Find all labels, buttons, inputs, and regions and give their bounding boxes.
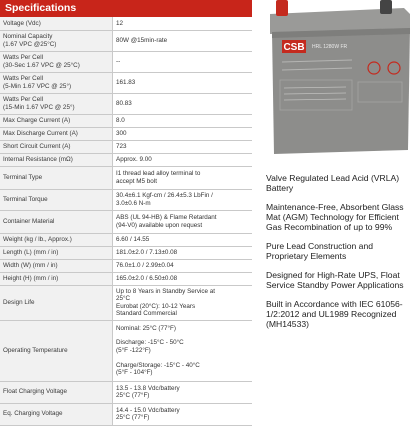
svg-text:CSB: CSB (283, 42, 305, 53)
spec-label-line: Short Circuit Current (A) (3, 142, 71, 150)
spec-value-line: 723 (116, 142, 127, 150)
spec-row (0, 72, 252, 93)
spec-value-line: 6.60 / 14.55 (116, 235, 150, 243)
svg-text:HRL 1280W FR: HRL 1280W FR (312, 44, 348, 50)
spec-label (0, 272, 113, 285)
spec-label-line: Container Material (3, 217, 55, 225)
spec-value-line: 181.0±2.0 / 7.13±0.08 (116, 248, 178, 256)
spec-row (0, 166, 252, 189)
spec-label-line: Terminal Type (3, 173, 43, 181)
spec-label-line: Nominal Capacity (3, 33, 53, 41)
battery-image (262, 0, 412, 160)
spec-label (0, 403, 113, 425)
spec-label (0, 17, 113, 30)
spec-value-line: 12 (116, 19, 124, 27)
positive-terminal (276, 0, 288, 16)
spec-label-line: Voltage (Vdc) (3, 19, 41, 27)
spec-label (0, 153, 113, 166)
spec-label-line: Max Discharge Current (A) (3, 129, 78, 137)
spec-value-line: 30.4±6.1 Kgf-cm / 26.4±5.3 LbFin / (116, 192, 213, 200)
spec-value-line: 14.4 - 15.0 Vdc/battery (116, 406, 180, 414)
spec-value (113, 93, 253, 114)
feature-item: Pure Lead Construction and Proprietary Elements (266, 241, 374, 262)
feature-item: Maintenance-Free, Absorbent Glass Mat (AGM) Technology for Efficient Gas Recombination of up to 99% (266, 201, 404, 233)
spec-row (0, 233, 252, 246)
spec-value-line: 8.0 (116, 116, 125, 124)
spec-label-line: Max Charge Current (A) (3, 116, 71, 124)
spec-row (0, 272, 252, 285)
spec-label-line: Height (H) (mm / in) (3, 274, 59, 282)
spec-value (113, 403, 253, 425)
spec-value-line: (5°F - 104°F) (116, 369, 153, 377)
spec-value-line: Charge/Storage: -15°C - 40°C (116, 361, 200, 369)
spec-value-line: -- (116, 57, 121, 65)
spec-label (0, 30, 113, 51)
spec-label (0, 210, 113, 233)
spec-label (0, 140, 113, 153)
spec-label (0, 233, 113, 246)
spec-value-line: 80W @15min-rate (116, 36, 168, 44)
spec-row (0, 140, 252, 153)
spec-value-line: 3.0±0.6 N-m (116, 199, 151, 207)
spec-value (113, 189, 253, 210)
spec-label (0, 51, 113, 72)
spec-value-line: Standard Commercial (116, 309, 177, 317)
spec-value (113, 140, 253, 153)
spec-row (0, 30, 252, 51)
spec-label-line: (5-Min 1.67 VPC @ 25°) (3, 82, 72, 90)
specifications-table (0, 17, 252, 426)
spec-row (0, 153, 252, 166)
spec-label-line: Weight (kg / lb., Approx.) (3, 235, 72, 243)
spec-value-line (116, 354, 249, 361)
spec-row (0, 127, 252, 140)
spec-label-line: (30-Sec 1.67 VPC @ 25°C) (3, 61, 80, 69)
spec-value-line: 161.83 (116, 78, 136, 86)
spec-value-line: Discharge: -15°C - 50°C (116, 339, 184, 347)
spec-label (0, 246, 113, 259)
spec-value-line: 25°C (77°F) (116, 392, 150, 399)
spec-value-line: 13.5 - 13.8 Vdc/battery (116, 384, 180, 392)
spec-label-line: Operating Temperature (3, 346, 68, 354)
spec-label-line: Width (W) (mm / in) (3, 261, 58, 269)
specifications-header: Specifications (0, 0, 252, 17)
spec-row (0, 17, 252, 30)
spec-row (0, 93, 252, 114)
spec-value (113, 320, 253, 381)
spec-value (113, 153, 253, 166)
product-panel (262, 0, 412, 400)
spec-label-line: Internal Resistance (mΩ) (3, 155, 73, 163)
spec-value (113, 233, 253, 246)
spec-label-line: Float Charging Voltage (3, 388, 68, 396)
feature-item: Designed for High-Rate UPS, Float Service Standby Power Applications (266, 269, 404, 291)
spec-label (0, 189, 113, 210)
spec-row (0, 403, 252, 425)
spec-value (113, 114, 253, 127)
spec-row (0, 320, 252, 381)
negative-terminal (380, 0, 392, 14)
spec-label (0, 285, 113, 320)
spec-row (0, 210, 252, 233)
spec-label (0, 93, 113, 114)
spec-value (113, 246, 253, 259)
feature-item: Built in Accordance with IEC 61056-1/2:2012 and UL1989 Recognized (MH14533) (266, 298, 403, 330)
spec-row (0, 114, 252, 127)
spec-label-line: Length (L) (mm / in) (3, 248, 59, 256)
spec-value-line: Eurobat (20°C): 10-12 Years (116, 302, 196, 310)
spec-value-line: 25°C (116, 295, 131, 303)
spec-label (0, 320, 113, 381)
spec-label-line: (15-Min 1.67 VPC @ 25°) (3, 103, 75, 111)
spec-value-line: (5°F -122°F) (116, 346, 151, 354)
spec-value (113, 259, 253, 272)
spec-value (113, 210, 253, 233)
spec-label-line: (1.67 VPC @25°C) (3, 40, 57, 48)
spec-label (0, 114, 113, 127)
spec-value-line: accept M5 bolt (116, 177, 157, 185)
spec-value-line: (94-V0) available upon request (116, 221, 203, 229)
spec-label-line: Design Life (3, 298, 35, 306)
spec-row (0, 246, 252, 259)
spec-label-line: Watts Per Cell (3, 96, 44, 104)
spec-label (0, 72, 113, 93)
feature-list (266, 173, 412, 338)
spec-value (113, 127, 253, 140)
spec-value-line: 165.0±2.0 / 6.50±0.08 (116, 274, 178, 282)
spec-value (113, 30, 253, 51)
spec-value (113, 285, 253, 320)
spec-value-line: I1 thread lead alloy terminal to (116, 170, 201, 178)
spec-value-line: 25°C (77°F) (116, 414, 150, 421)
spec-label-line: Watts Per Cell (3, 75, 44, 83)
spec-value-line: ABS (UL 94-HB) & Flame Retardant (116, 214, 217, 222)
spec-value-line: Nominal: 25°C (77°F) (116, 324, 176, 332)
csb-logo (282, 40, 306, 53)
spec-value-line: 300 (116, 129, 127, 137)
spec-value (113, 166, 253, 189)
spec-row (0, 189, 252, 210)
spec-value-line: 80.83 (116, 99, 132, 107)
spec-value (113, 17, 253, 30)
spec-label-line: Terminal Torque (3, 195, 48, 203)
spec-row (0, 51, 252, 72)
spec-value (113, 272, 253, 285)
spec-label (0, 127, 113, 140)
spec-value-line: Up to 8 Years in Standby Service at (116, 287, 216, 295)
spec-value-line: 76.0±1.0 / 2.99±0.04 (116, 261, 174, 269)
spec-value (113, 51, 253, 72)
feature-item: Valve Regulated Lead Acid (VRLA) Battery (266, 173, 400, 194)
spec-value (113, 72, 253, 93)
spec-label-line: Eq. Charging Voltage (3, 410, 63, 418)
spec-row (0, 285, 252, 320)
spec-value-line: Approx. 9.00 (116, 155, 152, 163)
spec-row (0, 259, 252, 272)
spec-label (0, 166, 113, 189)
spec-label-line: Watts Per Cell (3, 54, 44, 62)
spec-label (0, 259, 113, 272)
